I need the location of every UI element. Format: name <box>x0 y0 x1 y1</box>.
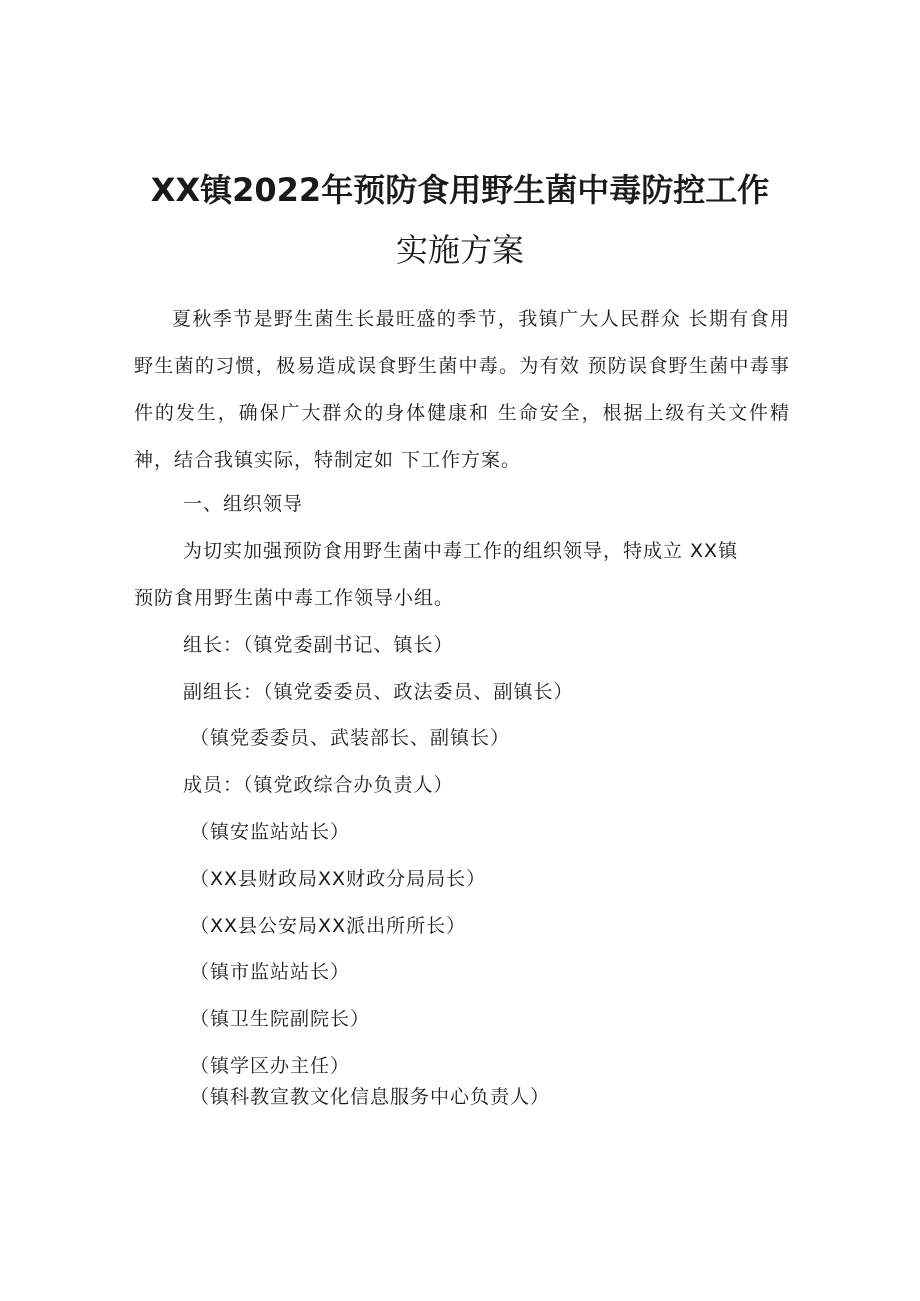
member-item: （XX县公安局XX派出所所长） <box>190 915 467 937</box>
member-list-first: 成员：（镇党政综合办负责人） <box>183 774 454 796</box>
section1-paragraph-line1: 为切实加强预防食用野生菌中毒工作的组织领导，特成立 XX镇 <box>183 540 739 562</box>
document-title-line1: XX镇2022年预防食用野生菌中毒防控工作 <box>150 171 770 209</box>
section-heading-organization: 一、组织领导 <box>183 493 304 515</box>
member-item: （镇卫生院副院长） <box>190 1008 371 1030</box>
member-deputy-leader: 副组长：（镇党委委员、政法委员、副镇长） <box>183 681 574 703</box>
section1-paragraph-line2: 预防食用野生菌中毒工作领导小组。 <box>134 587 455 609</box>
member-item: （镇市监站站长） <box>190 961 351 983</box>
member-leader: 组长：（镇党委副书记、镇长） <box>183 634 454 656</box>
member-item: （XX县财政局XX财政分局局长） <box>190 868 487 890</box>
member-deputy-leader-2: （镇党委委员、武装部长、副镇长） <box>190 727 511 749</box>
member-item: （镇学区办主任） <box>190 1055 351 1077</box>
member-item: （镇科教宣教文化信息服务中心负责人） <box>190 1086 551 1108</box>
intro-paragraph: 夏秋季节是野生菌生长最旺盛的季节，我镇广大人民群众 长期有食用野生菌的习惯，极易造成误食野生菌中毒。为有效 预防误食野生菌中毒事件的发生，确保广大群众的身体健康和 生命安全，根据上级有关文件精神，结合我镇实际，特制定如 下工作方案。 <box>134 308 790 471</box>
member-item: （镇安监站站长） <box>190 821 351 843</box>
document-title-line2: 实施方案 <box>395 231 524 269</box>
